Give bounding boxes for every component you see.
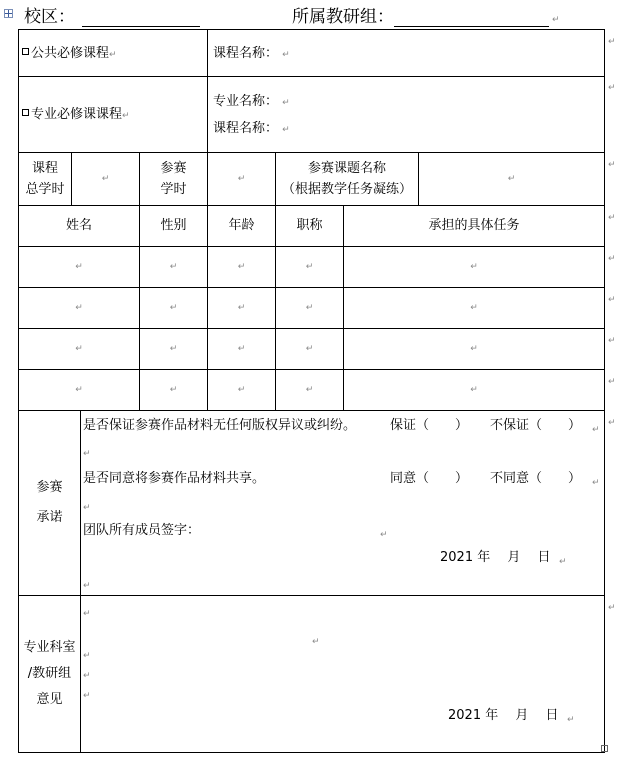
member-cell[interactable]: ↵ bbox=[169, 344, 178, 354]
paragraph-mark: ↵ bbox=[567, 715, 575, 725]
signature-label: 团队所有成员签字： bbox=[83, 523, 201, 538]
paragraph-mark: ↵ bbox=[83, 581, 91, 591]
row-end-mark: ↵ bbox=[608, 418, 616, 428]
paragraph-mark: ↵ bbox=[312, 637, 320, 647]
member-cell[interactable]: ↵ bbox=[305, 303, 314, 313]
row-end-mark: ↵ bbox=[608, 254, 616, 264]
disagree-option[interactable]: 不同意（ ） bbox=[490, 471, 582, 486]
member-cell[interactable]: ↵ bbox=[470, 344, 478, 354]
paragraph-mark: ↵ bbox=[83, 609, 91, 619]
paragraph-mark: ↵ bbox=[559, 557, 567, 567]
major-required-option[interactable]: 专业必修课课程↵ bbox=[22, 107, 130, 124]
paragraph-mark: ↵ bbox=[592, 478, 600, 488]
member-cell[interactable]: ↵ bbox=[169, 303, 178, 313]
paragraph-mark: ↵ bbox=[83, 691, 91, 701]
checkbox-icon[interactable] bbox=[22, 109, 29, 116]
member-cell[interactable]: ↵ bbox=[237, 344, 246, 354]
opinion-date[interactable]: 2021 年 月 日 bbox=[448, 708, 559, 723]
campus-field[interactable] bbox=[82, 6, 200, 27]
row-end-mark: ↵ bbox=[608, 37, 616, 47]
member-cell[interactable]: ↵ bbox=[75, 385, 83, 395]
column-header-task: 承担的具体任务 bbox=[428, 218, 520, 233]
member-cell[interactable]: ↵ bbox=[470, 262, 478, 272]
major-name-field[interactable]: 专业名称： ↵ bbox=[213, 94, 290, 109]
copyright-question: 是否保证参赛作品材料无任何版权异议或纠纷。 bbox=[83, 418, 357, 433]
paragraph-mark: ↵ bbox=[380, 530, 388, 540]
column-header-name: 姓名 bbox=[65, 218, 92, 233]
column-header-gender: 性别 bbox=[160, 218, 187, 233]
member-cell[interactable]: ↵ bbox=[305, 262, 314, 272]
member-cell[interactable]: ↵ bbox=[470, 303, 478, 313]
member-cell[interactable]: ↵ bbox=[237, 262, 246, 272]
total-hours-value[interactable]: ↵ bbox=[101, 174, 110, 184]
commitment-date[interactable]: 2021 年 月 日 bbox=[440, 550, 551, 565]
member-cell[interactable]: ↵ bbox=[169, 385, 178, 395]
member-cell[interactable]: ↵ bbox=[305, 385, 314, 395]
row-end-mark: ↵ bbox=[608, 336, 616, 346]
column-header-title: 职称 bbox=[296, 218, 323, 233]
group-label: 所属教研组： bbox=[292, 7, 394, 27]
member-cell[interactable]: ↵ bbox=[75, 344, 83, 354]
contest-hours-label: 参赛 学时 bbox=[160, 161, 187, 197]
table-move-handle-icon[interactable] bbox=[4, 9, 13, 18]
paragraph-mark: ↵ bbox=[83, 671, 91, 681]
row-end-mark: ↵ bbox=[608, 295, 616, 305]
group-field[interactable] bbox=[394, 6, 549, 27]
contest-hours-value[interactable]: ↵ bbox=[237, 174, 246, 184]
checkbox-icon[interactable] bbox=[22, 48, 29, 55]
paragraph-mark: ↵ bbox=[592, 425, 600, 435]
member-cell[interactable]: ↵ bbox=[75, 262, 83, 272]
member-cell[interactable]: ↵ bbox=[237, 385, 246, 395]
course-name-field[interactable]: 课程名称： ↵ bbox=[213, 46, 290, 61]
share-question: 是否同意将参赛作品材料共享。 bbox=[83, 471, 266, 486]
paragraph-mark: ↵ bbox=[83, 503, 91, 513]
row-end-mark: ↵ bbox=[608, 83, 616, 93]
major-course-name-field[interactable]: 课程名称： ↵ bbox=[213, 121, 290, 136]
paragraph-mark: ↵ bbox=[83, 449, 91, 459]
member-cell[interactable]: ↵ bbox=[169, 262, 178, 272]
row-end-mark: ↵ bbox=[608, 213, 616, 223]
member-cell[interactable]: ↵ bbox=[75, 303, 83, 313]
row-end-mark: ↵ bbox=[608, 603, 616, 613]
row-end-mark: ↵ bbox=[608, 160, 616, 170]
guarantee-option[interactable]: 保证（ ） bbox=[390, 418, 469, 433]
paragraph-mark: ↵ bbox=[552, 15, 560, 25]
contest-topic-value[interactable]: ↵ bbox=[507, 174, 516, 184]
public-required-option[interactable]: 公共必修课程↵ bbox=[22, 46, 117, 63]
contest-topic-label: 参赛课题名称 （根据教学任务凝练） bbox=[281, 161, 412, 197]
table-resize-handle-icon[interactable] bbox=[601, 745, 608, 752]
row-end-mark: ↵ bbox=[608, 377, 616, 387]
member-cell[interactable]: ↵ bbox=[470, 385, 478, 395]
opinion-label: 专业科室 /教研组 意见 bbox=[23, 640, 76, 707]
campus-label: 校区： bbox=[24, 7, 75, 27]
no-guarantee-option[interactable]: 不保证（ ） bbox=[490, 418, 582, 433]
member-cell[interactable]: ↵ bbox=[305, 344, 314, 354]
agree-option[interactable]: 同意（ ） bbox=[390, 471, 469, 486]
paragraph-mark: ↵ bbox=[83, 651, 91, 661]
column-header-age: 年龄 bbox=[228, 218, 255, 233]
commitment-label: 参赛 承诺 bbox=[36, 480, 63, 525]
total-hours-label: 课程 总学时 bbox=[25, 161, 65, 197]
member-cell[interactable]: ↵ bbox=[237, 303, 246, 313]
